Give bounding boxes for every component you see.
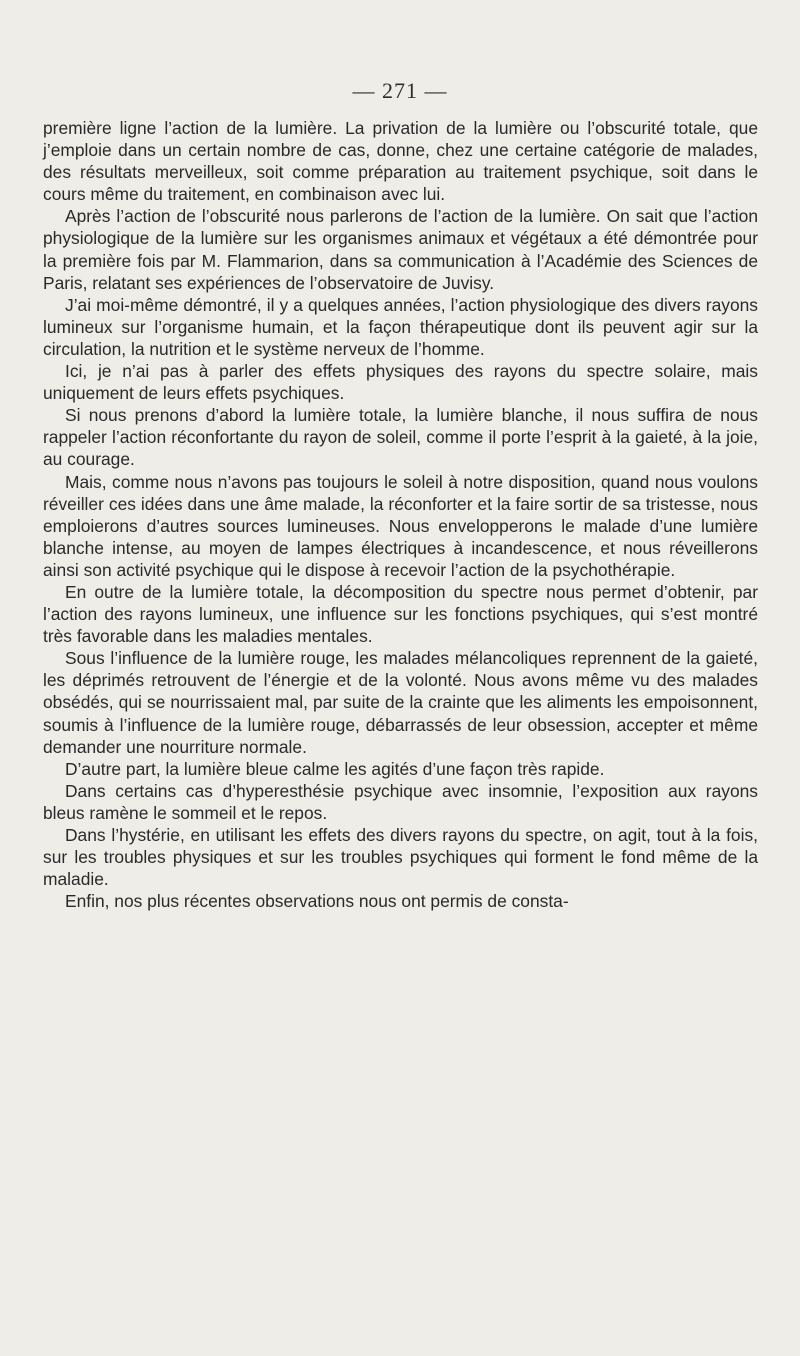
page-number: — 271 — [352,78,448,103]
body-text [43,117,758,912]
paragraph: D’autre part, la lumière bleue calme les agités d’une façon très rapide. [65,758,605,779]
paragraph: Après l’action de l’obscurité nous parlerons de l’action de la lumière. On sait que l’action physiologique de la lumière sur les organismes animaux et végétaux a été démontrée pour la première fois par M. Flammarion, dans sa communication à l’Académie des Sciences de Paris, relatant ses expériences de l’observatoire de Juvisy. [43,206,758,293]
paragraph: En outre de la lumière totale, la décomposition du spectre nous permet d’obtenir, par l’action des rayons lumineux, une influence sur les fonctions psychiques, qui s’est montré très favorable dans les maladies mentales. [43,581,758,647]
paragraph: première ligne l’action de la lumière. La privation de la lumière ou l’obscurité totale, que j’emploie dans un certain nombre de cas, donne, chez une certaine catégorie de malades, des résultats merveilleux, soit comme préparation au traitement psychique, soit dans le cours même du traitement, en combinaison avec lui. [43,118,758,205]
paragraph: Dans certains cas d’hyperesthésie psychique avec insomnie, l’exposition aux rayons bleus ramène le sommeil et le repos. [43,780,758,823]
paragraph: Ici, je n’ai pas à parler des effets physiques des rayons du spectre solaire, mais uniquement de leurs effets psychiques. [43,361,758,404]
paragraph: Dans l’hystérie, en utilisant les effets des divers rayons du spectre, on agit, tout à la fois, sur les troubles physiques et sur les troubles psychiques qui forment le fond même de la maladie. [43,825,758,890]
paragraph: Si nous prenons d’abord la lumière totale, la lumière blanche, il nous suffira de nous rappeler l’action réconfortante du rayon de soleil, comme il porte l’esprit à la gaieté, à la joie, au courage. [43,405,758,470]
paragraph: Enfin, nos plus récentes observations nous ont permis de consta- [65,891,569,912]
paragraph: J’ai moi-même démontré, il y a quelques années, l’action physiologique des divers rayons lumineux sur l’organisme humain, et la façon thérapeutique dont ils peuvent agir sur la circulation, la nutrition et le système nerveux de l’homme. [43,294,758,359]
paragraph: Mais, comme nous n’avons pas toujours le soleil à notre disposition, quand nous voulons réveiller ces idées dans une âme malade, la réconforter et la faire sortir de sa tristesse, nous emploierons d’autres sources lumineuses. Nous envelopperons le malade d’une lumière blanche intense, au moyen de lampes électriques à incandescence, et nous réveillerons ainsi son activité psychique qui le dispose à recevoir l’action de la psychothérapie. [43,471,758,580]
paragraph: Sous l’influence de la lumière rouge, les malades mélancoliques reprennent de la gaieté, les déprimés retrouvent de l’énergie et de la volonté. Nous avons même vu des malades obsédés, qui se nourrissaient mal, par suite de la crainte que les aliments les empoisonnent, soumis à l’influence de la lumière rouge, débarrassés de leur obsession, accepter et même demander une nourriture normale. [43,648,758,757]
